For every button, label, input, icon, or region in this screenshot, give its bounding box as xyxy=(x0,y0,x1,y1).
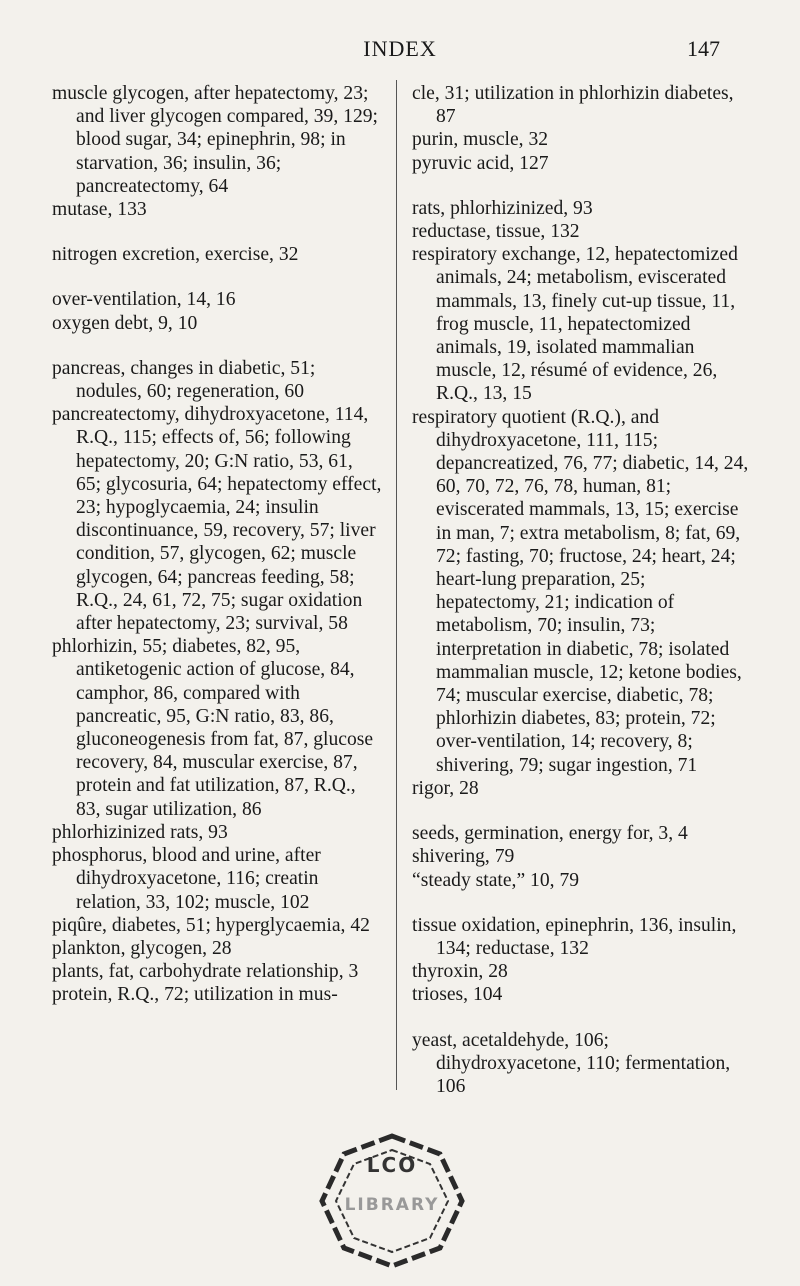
column-divider xyxy=(396,80,397,1090)
entry-spacer xyxy=(52,266,382,288)
index-entry: pyruvic acid, 127 xyxy=(412,152,549,174)
index-entry: plankton, glycogen, 28 xyxy=(52,937,232,959)
library-stamp-icon xyxy=(312,1126,472,1276)
index-entry: over-ventilation, 14, 16 xyxy=(52,289,236,311)
index-entry: nitrogen excretion, exercise, 32 xyxy=(52,244,299,266)
entry-spacer xyxy=(52,221,382,243)
index-entry: shivering, 79 xyxy=(412,846,515,868)
index-entry: pancreatectomy, dihydroxyacetone, 114, R.Q., 115; effects of, 56; following hepatectomy, 20; G:N ratio, 53, 61, 65; glycosuria, 64; hepatectomy effect, 23; hypoglycaemia, 24; insulin discontinuance, 59, recovery, 57; liver condition, 57, glycogen, 62; muscle glycogen, 64; pancreas feeding, 58; R.Q., 24, 61, 72, 75; sugar oxidation after hepatectomy, 23; survival, 58 xyxy=(52,404,382,635)
index-entry: trioses, 104 xyxy=(412,984,503,1006)
index-entry: oxygen debt, 9, 10 xyxy=(52,312,198,334)
index-entry: rigor, 28 xyxy=(412,777,479,799)
index-entry: pancreas, changes in diabetic, 51; nodules, 60; regeneration, 60 xyxy=(52,357,316,403)
index-entry: thyroxin, 28 xyxy=(412,961,508,983)
right-index-column xyxy=(412,82,752,1098)
index-entry: respiratory quotient (R.Q.), and dihydroxyacetone, 111, 115; depancreatized, 76, 77; diabetic, 14, 24, 60, 70, 72, 76, 78, human, 81; eviscerated mammals, 13, 15; exercise in man, 7; extra metabolism, 8; fat, 69, 72; fasting, 70; fructose, 24; heart, 24; heart-lung preparation, 25; hepatectomy, 21; indication of metabolism, 70; insulin, 73; interpretation in diabetic, 78; isolated mammalian muscle, 12; ketone bodies, 74; muscular exercise, diabetic, 78; phlorhizin diabetes, 83; protein, 72; over-ventilation, 14; recovery, 8; shivering, 79; sugar ingestion, 71 xyxy=(412,406,749,776)
index-entry: mutase, 133 xyxy=(52,199,147,221)
index-entry: phlorhizin, 55; diabetes, 82, 95, antiketogenic action of glucose, 84, camphor, 86, compared with pancreatic, 95, G:N ratio, 83, 86, gluconeogenesis from fat, 87, glucose recovery, 84, muscular exercise, 87, protein and fat utilization, 87, R.Q., 83, sugar utilization, 86 xyxy=(52,636,374,820)
index-entry: cle, 31; utilization in phlorhizin diabetes, 87 xyxy=(412,83,734,128)
library-stamp xyxy=(312,1126,472,1276)
index-entry: piqûre, diabetes, 51; hyperglycaemia, 42 xyxy=(52,914,370,936)
index-entry: protein, R.Q., 72; utilization in mus- xyxy=(52,984,338,1006)
index-entry: “steady state,” 10, 79 xyxy=(412,869,580,891)
page-header xyxy=(0,36,800,66)
index-entry: yeast, acetaldehyde, 106; dihydroxyacetone, 110; fermentation, 106 xyxy=(412,1029,731,1097)
entry-spacer xyxy=(412,1007,752,1029)
index-entry: respiratory exchange, 12, hepatectomized animals, 24; metabolism, eviscerated mammals, 13, finely cut-up tissue, 11, frog muscle, 11, hepatectomized animals, 19, isolated mammalian muscle, 12, résumé of evidence, 26, R.Q., 13, 15 xyxy=(412,244,738,405)
entry-spacer xyxy=(412,175,752,197)
left-index-column xyxy=(52,82,382,1007)
page-number: 147 xyxy=(687,36,720,61)
entry-spacer xyxy=(412,800,752,822)
entry-spacer xyxy=(412,892,752,914)
stamp-top-text: LCO xyxy=(366,1153,418,1177)
index-entry: muscle glycogen, after hepatectomy, 23; and liver glycogen compared, 39, 129; blood sugar, 34; epinephrin, 98; in starvation, 36; insulin, 36; pancreatectomy, 64 xyxy=(52,83,378,197)
index-entry: tissue oxidation, epinephrin, 136, insulin, 134; reductase, 132 xyxy=(412,914,737,959)
entry-spacer xyxy=(52,335,382,357)
index-entry: plants, fat, carbohydrate relationship, 3 xyxy=(52,961,359,983)
index-entry: seeds, germination, energy for, 3, 4 xyxy=(412,823,688,845)
page-title: INDEX xyxy=(363,36,437,61)
stamp-library-text: LIBRARY xyxy=(344,1195,440,1215)
index-entry: phosphorus, blood and urine, after dihydroxyacetone, 116; creatin relation, 33, 102; muscle, 102 xyxy=(52,845,321,913)
index-entry: purin, muscle, 32 xyxy=(412,129,549,151)
index-entry: reductase, tissue, 132 xyxy=(412,221,580,243)
index-entry: rats, phlorhizinized, 93 xyxy=(412,197,593,219)
index-entry: phlorhizinized rats, 93 xyxy=(52,821,228,843)
